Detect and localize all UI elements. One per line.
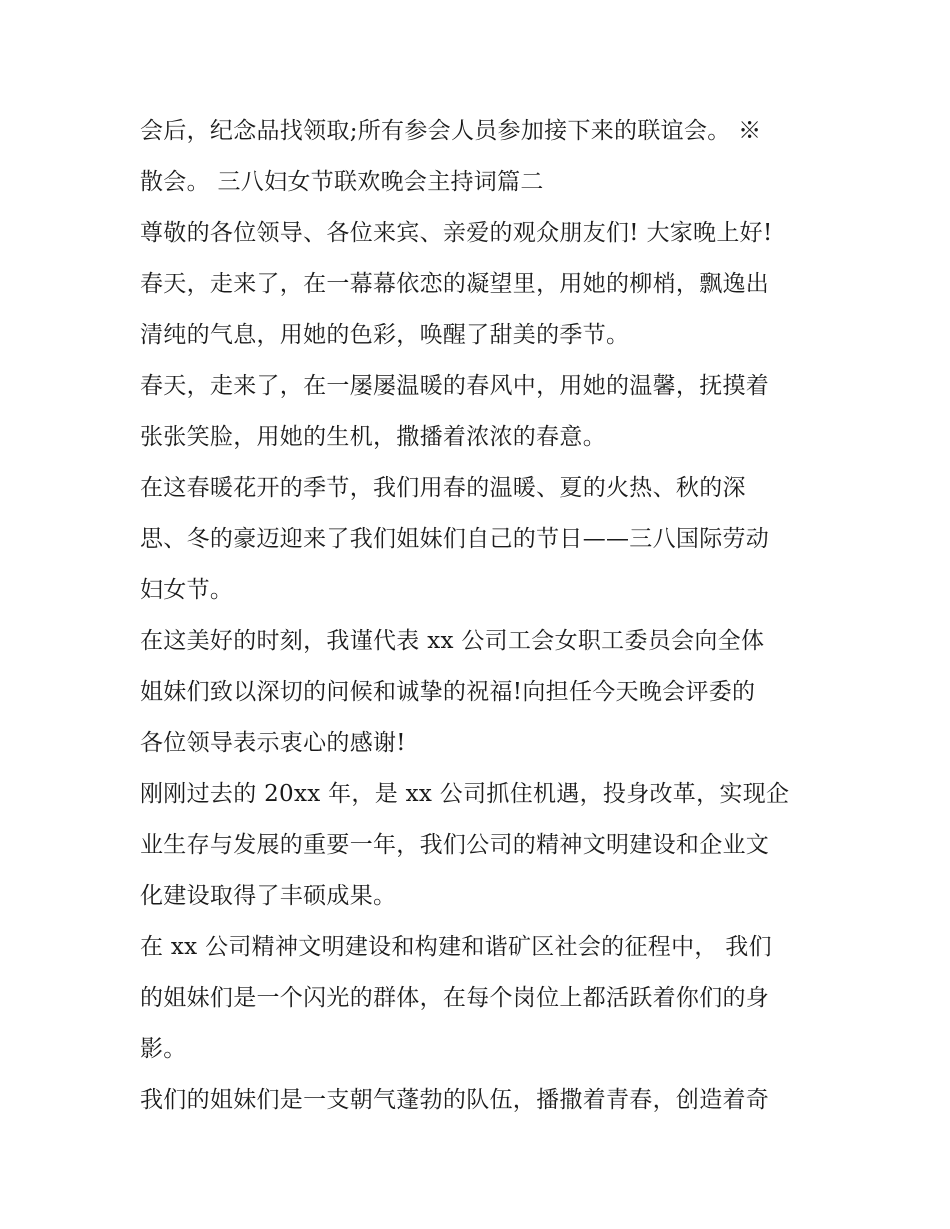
document-body (140, 106, 820, 1126)
text-line: 妇女节。 (140, 577, 234, 603)
text-line: 化建设取得了丰硕成果。 (140, 883, 397, 909)
text-line: 的姐妹们是一个闪光的群体，在每个岗位上都活跃着你们的身 (140, 985, 770, 1011)
text-line: 春天，走来了，在一屡屡温暖的春风中，用她的温馨，抚摸着 (140, 373, 770, 399)
text-line: 清纯的气息，用她的色彩，唤醒了甜美的季节。 (140, 322, 630, 348)
text-line: 各位领导表示衷心的感谢! (140, 730, 406, 756)
text-line: 春天，走来了，在一幕幕依恋的凝望里，用她的柳梢，飘逸出 (140, 271, 770, 297)
text-line: 散会。 三八妇女节联欢晚会主持词篇二 (140, 169, 544, 195)
text-line: 思、冬的豪迈迎来了我们姐妹们自己的节日——三八国际劳动 (140, 526, 770, 552)
text-line: 尊敬的各位领导、各位来宾、亲爱的观众朋友们! 大家晚上好! (140, 220, 773, 246)
text-line: 在这美好的时刻，我谨代表 xx 公司工会女职工委员会向全体 (140, 628, 765, 654)
text-line: 张张笑脸，用她的生机，撒播着浓浓的春意。 (140, 424, 606, 450)
text-line: 我们的姐妹们是一支朝气蓬勃的队伍，播撒着青春，创造着奇 (140, 1087, 770, 1113)
text-line: 影。 (140, 1036, 187, 1062)
text-line: 在这春暖花开的季节，我们用春的温暖、夏的火热、秋的深 (140, 475, 746, 501)
text-line: 姐妹们致以深切的问候和诚挚的祝福!向担任今天晚会评委的 (140, 679, 756, 705)
text-line: 会后，纪念品找领取;所有参会人员参加接下来的联谊会。 ※ (140, 118, 762, 144)
text-line: 在 xx 公司精神文明建设和构建和谐矿区社会的征程中， 我们 (140, 934, 772, 960)
text-line: 刚刚过去的 20xx 年，是 xx 公司抓住机遇，投身改革，实现企 (140, 781, 790, 807)
text-line: 业生存与发展的重要一年，我们公司的精神文明建设和企业文 (140, 832, 770, 858)
